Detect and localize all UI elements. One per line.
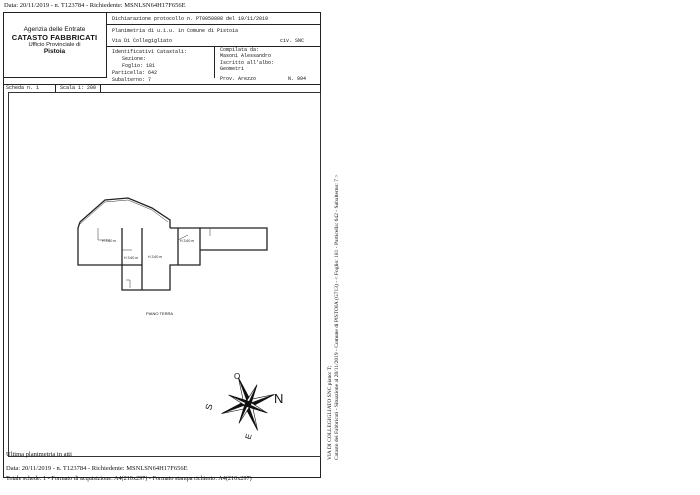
compass-south-label: S (203, 402, 215, 412)
address-text: Via Di Collegigliato (112, 38, 173, 44)
room-label-2: H 3.60 m (148, 255, 163, 259)
compilata-title: Compilata da: (220, 47, 260, 53)
compass-north-label: N (274, 391, 284, 406)
office-block (3, 12, 107, 78)
civic-number: civ. SNC (280, 38, 305, 44)
agency-name: Agenzia delle Entrate (23, 26, 86, 33)
divider (214, 46, 215, 78)
last-plan-note: Ultima planimetria in atti (6, 451, 72, 458)
compiler-name: Masoni Alessandro (220, 53, 272, 59)
subalterno-field: Subalterno: 7 (112, 77, 152, 83)
divider (55, 84, 56, 92)
albo-value: Geometri (220, 66, 245, 72)
footer-requester-line: Data: 20/11/2019 - n. T123784 - Richiedente: MSNLSN64H17F656E (6, 465, 188, 472)
divider (100, 84, 101, 92)
protocol-line: Dichiarazione protocollo n. PT0050808 del 19/11/2019 (112, 16, 269, 22)
side-cadastral-status: Catasto dei Fabbricati - Situazione al 20/11/2019 - Comune di PISTOIA (G713) - < Foglio: 181 - Particella: 642 - Subalterno: 7 > (334, 174, 340, 460)
divider (107, 24, 321, 25)
particella-field: Particella: 642 (112, 70, 158, 76)
iscritto-label: Iscritto all'albo: (220, 60, 275, 66)
floor-plan (60, 180, 280, 295)
plan-details (80, 200, 210, 288)
identificativi-title: Identificativi Catastali: (112, 49, 188, 55)
office-city: Pistoia (43, 48, 66, 55)
room-label-1: H 3.60 m (102, 239, 117, 243)
side-address: VIA DI COLLEGIGLIATO SNC piano: T; (327, 365, 333, 460)
foglio-field: Foglio: 181 (122, 63, 156, 69)
catasto-title: CATASTO FABBRICATI (11, 33, 98, 42)
scheda-number: Scheda n. 1 (6, 85, 40, 91)
plan-labels (102, 239, 194, 260)
room-label-3: H 3.60 m (124, 256, 139, 260)
scale-value: Scala 1: 200 (60, 85, 97, 91)
sezione-field: Sezione: (122, 56, 147, 62)
ufficio-label: Ufficio Provinciale di (28, 42, 81, 48)
room-label-4: H 3.60 m (180, 239, 195, 243)
registration-number: N. 994 (288, 76, 307, 82)
divider (3, 84, 321, 85)
header-requester-line: Data: 20/11/2019 - n. T123784 - Richiedente: MSNLSN64H17F656E (4, 2, 186, 9)
compass-west-label: O (234, 372, 241, 381)
compass-east-label: E (243, 432, 254, 441)
plan-walls (78, 198, 267, 290)
planimetria-line: Planimetria di u.i.u. in Comune di Pistoia (112, 28, 239, 34)
floor-label: PIANO TERRA (146, 311, 174, 316)
province-value: Prov. Arezzo (220, 76, 257, 82)
footer-format-line: Totale schede: 1 - Formato di acquisizione: A4(210x297) - Formato stampa richiesto: A4(210x297) (6, 475, 252, 482)
